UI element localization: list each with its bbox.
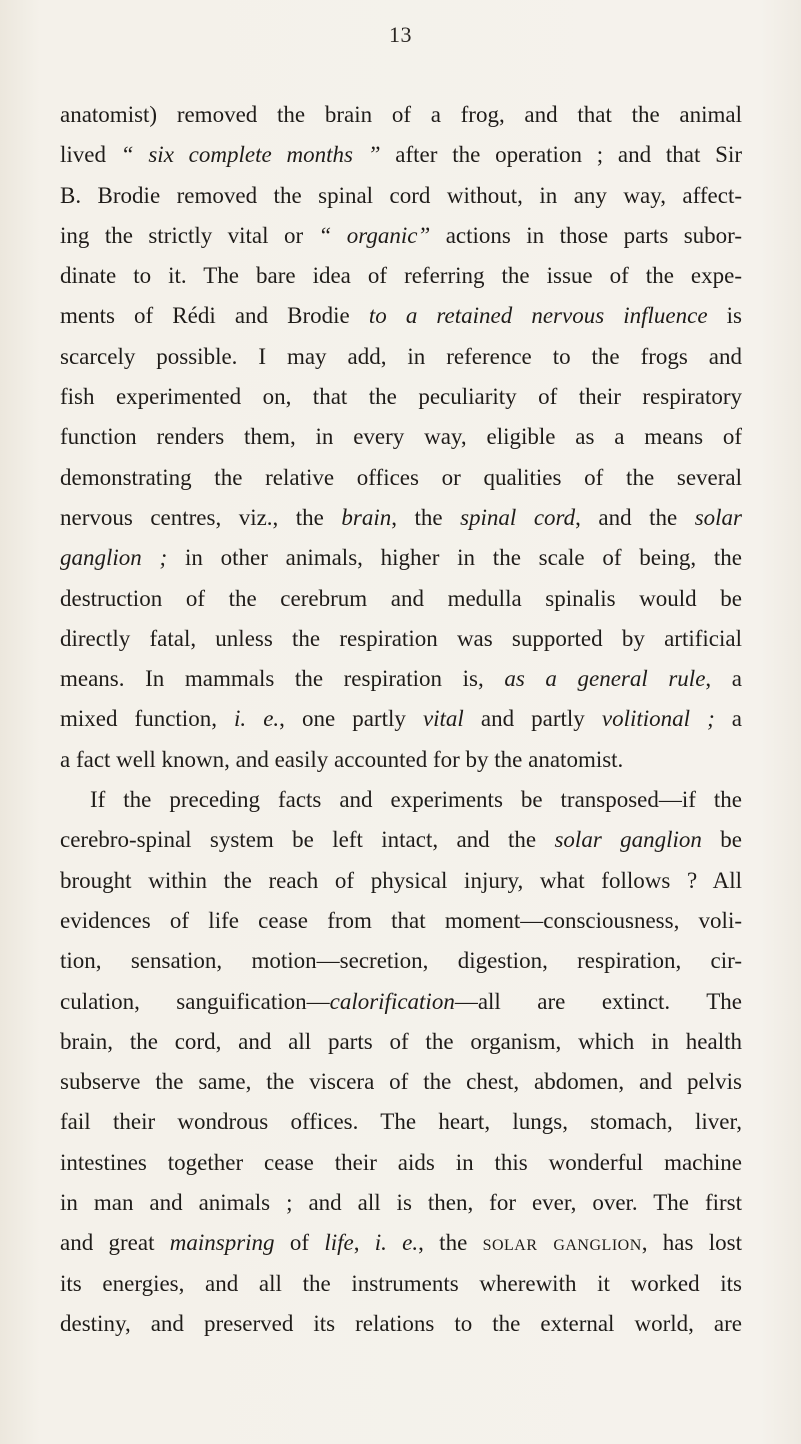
text-line <box>60 1062 742 1102</box>
text-line <box>60 941 742 981</box>
italic-text: spinal cord <box>460 504 576 530</box>
italic-text: to a retained nervous influence <box>368 303 708 329</box>
text-segment: and great <box>60 1230 170 1256</box>
italic-text: ganglion ; <box>60 545 168 571</box>
text-line <box>60 619 742 659</box>
text-segment: intestines together cease their aids in this wonderful machine <box>60 1149 742 1175</box>
italic-text: life <box>324 1230 354 1256</box>
italic-text: volitional ; <box>601 706 715 732</box>
small-caps-text: solar ganglion <box>482 1230 642 1256</box>
text-line <box>60 498 742 538</box>
text-segment: mixed function, <box>60 706 234 732</box>
text-segment: ments of Rédi and Brodie <box>60 303 369 329</box>
text-segment: destiny, and preserved its relations to the external world, are <box>60 1310 742 1336</box>
italic-text: vital <box>422 706 464 732</box>
text-segment: , has lost <box>641 1230 742 1256</box>
text-segment: dinate to it. The bare idea of referring the issue of the expe- <box>60 263 742 289</box>
text-line <box>60 538 742 578</box>
text-segment: evidences of life cease from that moment—consciousness, voli- <box>60 907 742 933</box>
text-line <box>60 458 742 498</box>
text-line <box>60 1143 742 1183</box>
italic-text: i. e. <box>234 706 280 732</box>
text-segment: in other animals, higher in the scale of being, the <box>167 545 742 571</box>
italic-text: i. e. <box>374 1230 419 1256</box>
text-segment: means. In mammals the respiration is, <box>60 666 505 692</box>
text-segment: function renders them, in every way, eligible as a means of <box>60 424 742 450</box>
page-number: 13 <box>389 22 412 47</box>
italic-text: solar ganglion <box>554 827 702 853</box>
text-segment: anatomist) removed the brain of a frog, and that the animal <box>60 102 742 127</box>
text-line <box>60 417 742 457</box>
text-segment: ing the strictly vital or <box>60 222 319 248</box>
text-segment: , <box>353 1230 375 1256</box>
text-segment: is <box>707 303 742 329</box>
text-segment: , one partly <box>279 706 423 732</box>
text-line <box>60 176 742 216</box>
italic-text: brain <box>341 504 392 530</box>
italic-text: as a general rule <box>504 666 706 692</box>
text-segment: fail their wondrous offices. The heart, lungs, stomach, liver, <box>60 1109 742 1135</box>
text-line <box>60 95 742 135</box>
text-line <box>60 780 742 820</box>
text-segment: destruction of the cerebrum and medulla spinalis would be <box>60 585 742 611</box>
text-line <box>60 337 742 377</box>
text-segment: lived <box>60 142 121 168</box>
text-segment: in man and animals ; and all is then, for ever, over. The first <box>60 1190 742 1216</box>
text-segment: a <box>714 706 742 732</box>
text-segment: , and the <box>575 504 695 530</box>
text-line <box>60 699 742 739</box>
italic-text: solar <box>694 504 742 530</box>
text-segment: B. Brodie removed the spinal cord without, in any way, affect- <box>60 182 742 208</box>
text-line <box>60 256 742 296</box>
text-segment: actions in those parts subor- <box>430 222 742 248</box>
text-segment: of <box>274 1230 325 1256</box>
text-segment: after the operation ; and that Sir <box>380 142 742 168</box>
text-segment: fish experimented on, that the peculiarity of their respiratory <box>60 384 742 410</box>
text-segment: its energies, and all the instruments wherewith it worked its <box>60 1270 742 1296</box>
text-line <box>60 820 742 860</box>
text-line <box>60 861 742 901</box>
italic-text: calorification <box>329 988 455 1014</box>
text-segment: brain, the cord, and all parts of the organism, which in health <box>60 1028 742 1054</box>
text-line <box>60 1022 742 1062</box>
text-segment: brought within the reach of physical injury, what follows ? All <box>60 867 742 893</box>
text-line <box>60 659 742 699</box>
text-line <box>60 1264 742 1304</box>
italic-text: “ six complete months ” <box>120 142 381 168</box>
body-text <box>60 95 742 1344</box>
italic-text: “ organic” <box>318 222 431 248</box>
text-segment: tion, sensation, motion—secretion, digestion, respiration, cir- <box>60 948 742 974</box>
text-line <box>60 1102 742 1142</box>
text-line <box>60 901 742 941</box>
text-line <box>60 216 742 256</box>
text-line <box>60 135 742 175</box>
text-segment: a fact well known, and easily accounted for by the anatomist. <box>60 746 624 772</box>
text-line <box>60 1183 742 1223</box>
text-segment: be <box>701 827 742 853</box>
text-line <box>60 1223 742 1263</box>
text-line <box>60 579 742 619</box>
text-segment: subserve the same, the viscera of the chest, abdomen, and pelvis <box>60 1069 742 1095</box>
italic-text: mainspring <box>169 1230 275 1256</box>
text-segment: , a <box>705 666 742 692</box>
text-segment: If the preceding facts and experiments be transposed—if the <box>90 787 742 813</box>
text-segment: demonstrating the relative offices or qualities of the several <box>60 464 742 490</box>
text-line <box>60 296 742 336</box>
text-segment: directly fatal, unless the respiration was supported by artificial <box>60 625 742 651</box>
text-segment: and partly <box>463 706 602 732</box>
text-segment: cerebro-spinal system be left intact, and the <box>60 827 555 853</box>
text-segment: nervous centres, viz., the <box>60 504 342 530</box>
text-line <box>60 1304 742 1344</box>
text-segment: —all are extinct. The <box>454 988 742 1014</box>
text-segment: scarcely possible. I may add, in reference to the frogs and <box>60 343 742 369</box>
text-line <box>60 740 742 780</box>
text-line <box>60 377 742 417</box>
text-segment: , the <box>418 1230 483 1256</box>
text-segment: , the <box>391 504 461 530</box>
text-segment: culation, sanguification— <box>60 988 330 1014</box>
text-line <box>60 982 742 1022</box>
